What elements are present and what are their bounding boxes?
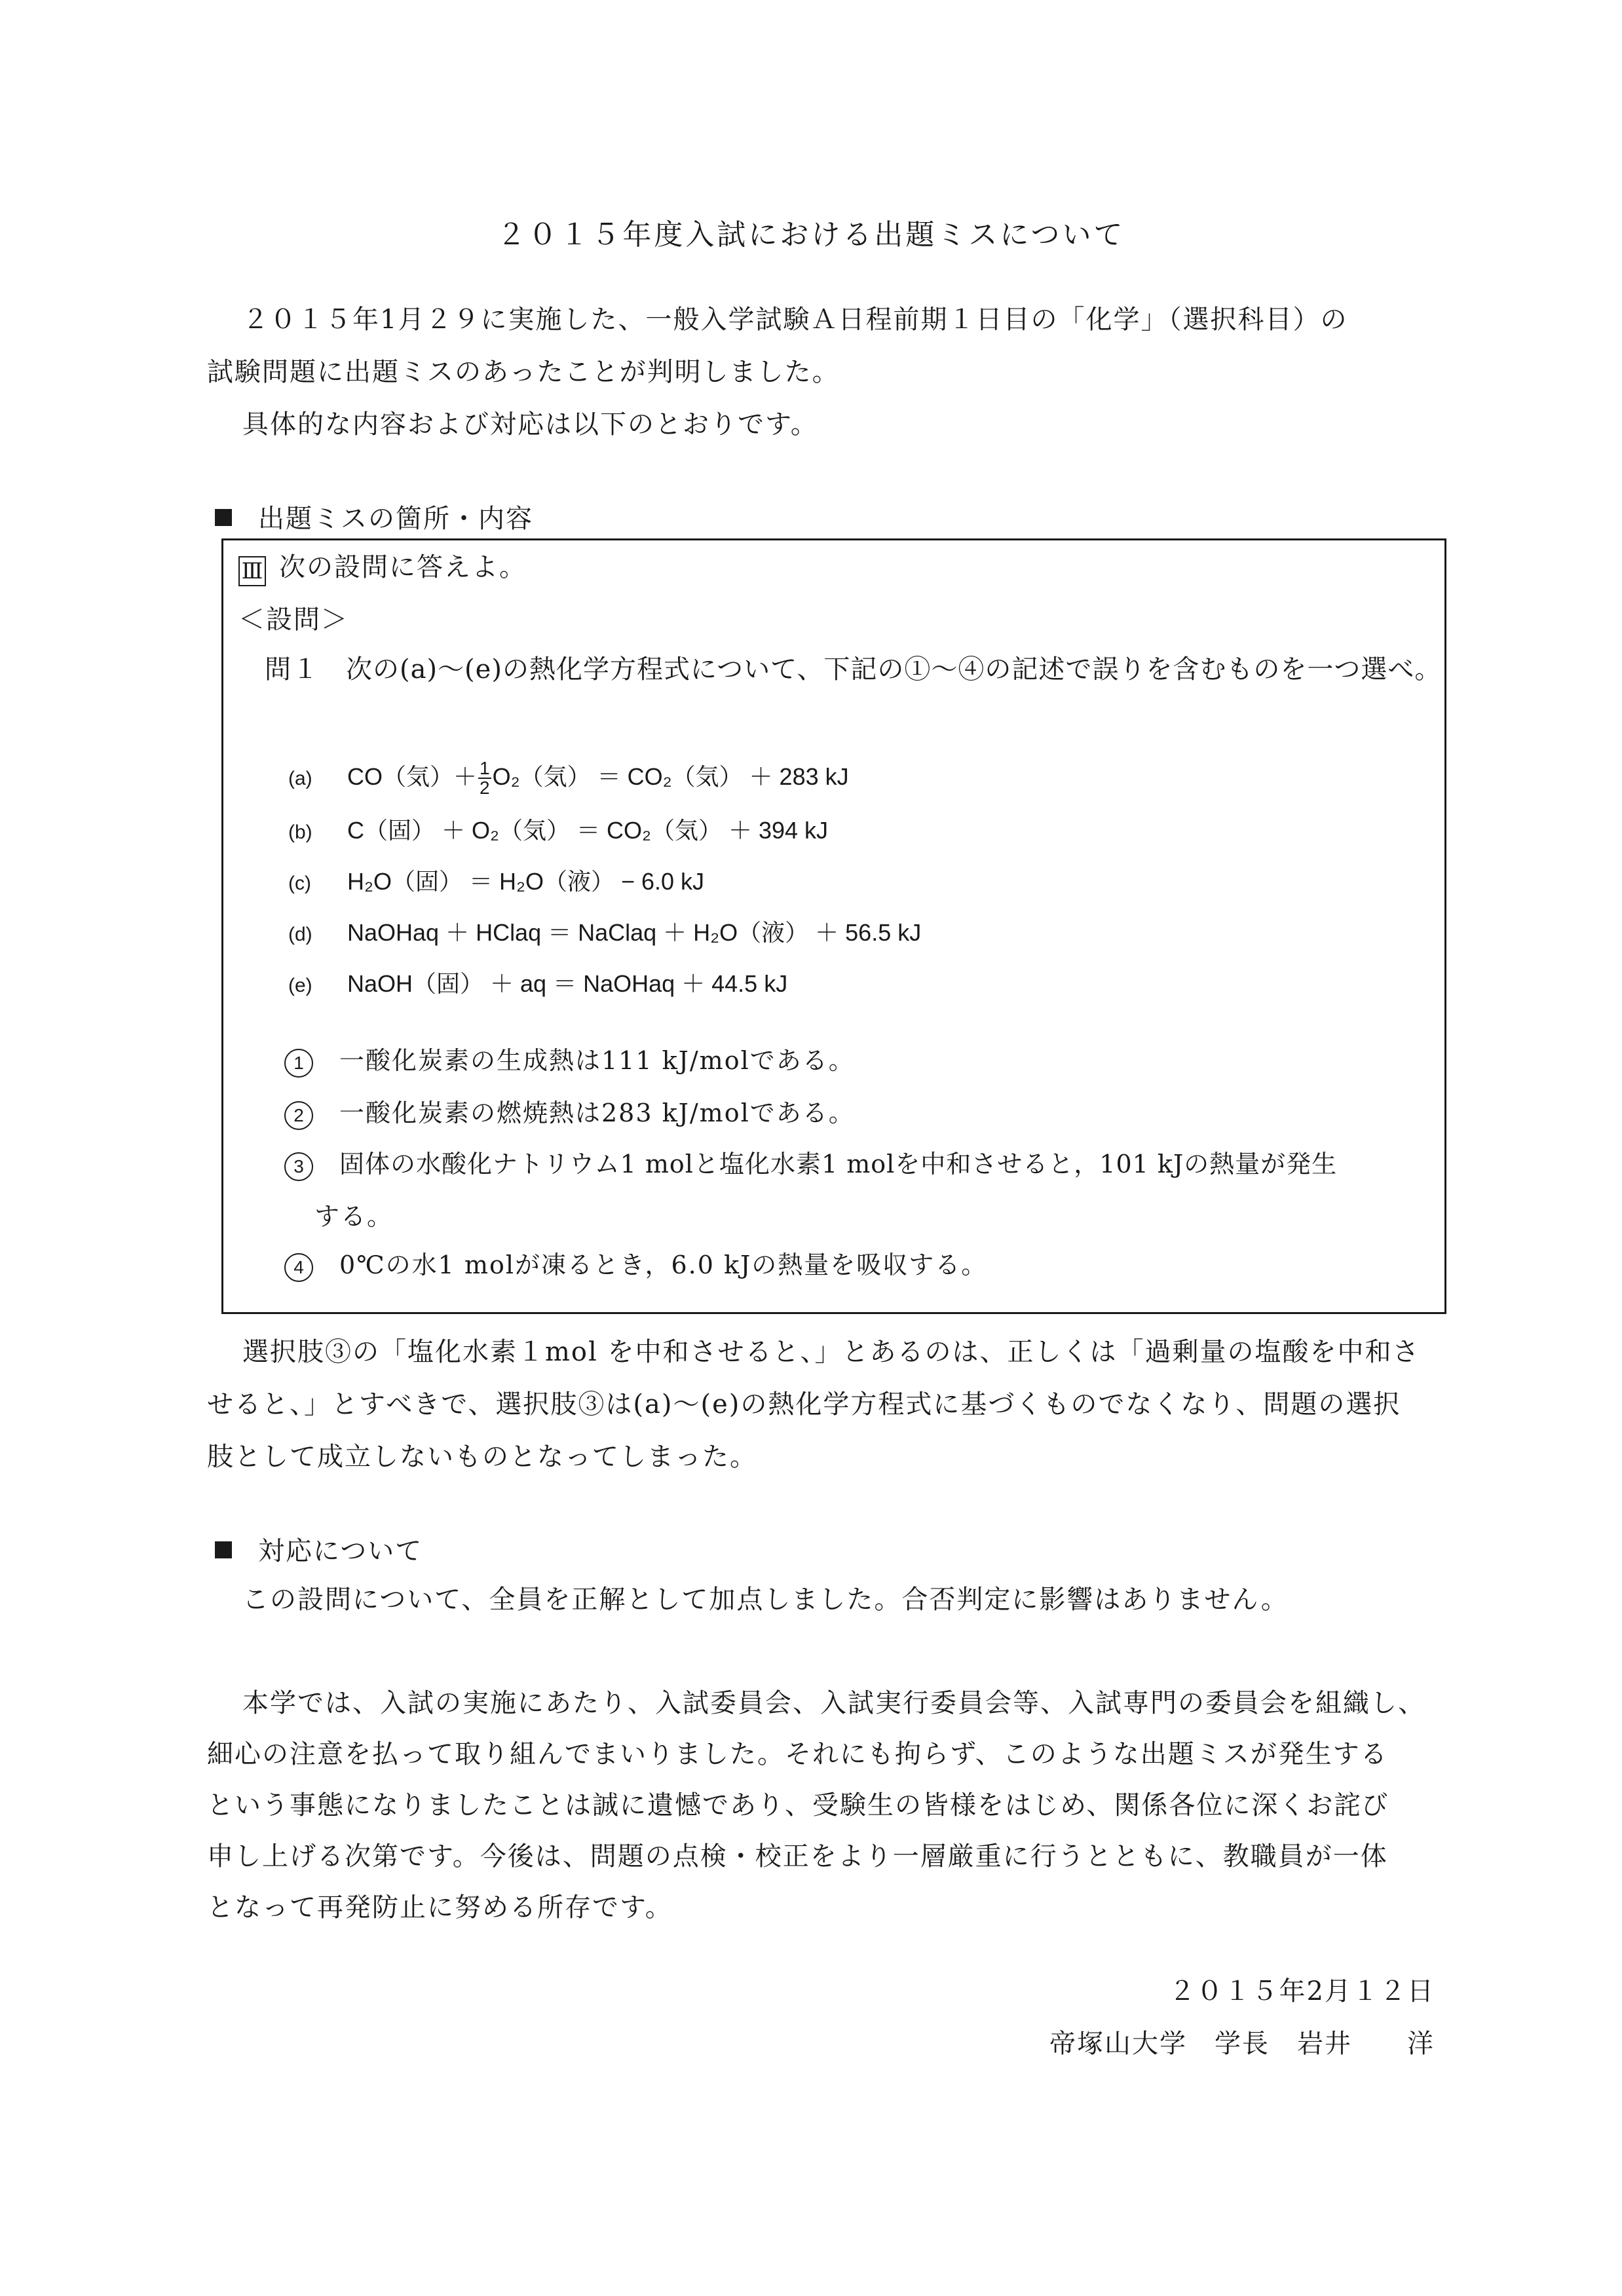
- equation-b-text: C（固） ＋ O₂（気） ＝ CO₂（気） ＋ 394 kJ: [347, 817, 829, 844]
- equation-c-text: H₂O（固） ＝ H₂O（液） − 6.0 kJ: [347, 868, 705, 895]
- equation-e: [288, 966, 787, 999]
- equation-label: (d): [288, 924, 312, 945]
- equation-d-text: NaOHaq ＋ HClaq ＝ NaClaq ＋ H₂O（液） ＋ 56.5 kJ: [347, 919, 922, 946]
- intro-line-3: 具体的な内容および対応は以下のとおりです。: [242, 409, 818, 440]
- choice-text: 一酸化炭素の燃焼熱は283 kJ/molである。: [339, 1099, 855, 1127]
- question-line: [265, 656, 1441, 683]
- square-bullet-icon: [215, 509, 232, 526]
- choice-text: 0℃の水1 molが凍るとき，6.0 kJの熱量を吸収する。: [339, 1251, 988, 1279]
- equation-label: (c): [288, 873, 311, 894]
- intro-line-2: 試験問題に出題ミスのあったことが判明しました。: [207, 357, 840, 387]
- choice-3: [284, 1152, 1337, 1181]
- equation-a: [288, 759, 849, 797]
- choice-4: [284, 1252, 987, 1282]
- response-text: この設問について、全員を正解として加点しました。合否判定に影響はありません。: [242, 1585, 1289, 1615]
- choice-text: 固体の水酸化ナトリウム1 molと塩化水素1 molを中和させると，101 kJの熱量が発生: [339, 1150, 1338, 1178]
- equation-label: (a): [288, 768, 312, 789]
- explanation-line-3: 肢として成立しないものとなってしまった。: [207, 1442, 757, 1472]
- question-text: 次の(a)～(e)の熱化学方程式について、下記の①～④の記述で誤りを含むものを一つ選べ。: [346, 654, 1442, 685]
- square-bullet-icon: [215, 1541, 232, 1558]
- equation-c: [288, 863, 704, 897]
- equation-label: (e): [288, 975, 312, 996]
- choice-text: 一酸化炭素の生成熱は111 kJ/molである。: [339, 1046, 855, 1075]
- equation-a-right: O₂（気） ＝ CO₂（気） ＋ 283 kJ: [492, 763, 849, 790]
- problem-instruction-text: 次の設問に答えよ。: [279, 552, 527, 582]
- fraction-half: [478, 759, 491, 797]
- circled-number: 4: [284, 1253, 313, 1282]
- question-number: 問１: [265, 654, 320, 685]
- explanation-line-1: 選択肢③の「塩化水素１mol を中和させると、」とあるのは、正しくは「過剰量の塩酸を中和さ: [242, 1337, 1420, 1367]
- signature: 帝塚山大学 学長 岩井 洋: [1049, 2029, 1435, 2059]
- choice-2: [284, 1101, 855, 1130]
- circled-number: 2: [284, 1101, 313, 1130]
- page-title: ２０１５年度入試における出題ミスについて: [497, 218, 1125, 252]
- choice-3-continuation: する。: [314, 1202, 394, 1231]
- circled-number: 3: [284, 1152, 313, 1181]
- equation-b: [288, 812, 828, 846]
- closing-line-1: 本学では、入試の実施にあたり、入試委員会、入試実行委員会等、入試専門の委員会を組織し、: [242, 1688, 1425, 1718]
- closing-line-5: となって再発防止に努める所存です。: [207, 1892, 673, 1923]
- choice-1: [284, 1048, 855, 1078]
- fraction-denominator: 2: [480, 778, 490, 799]
- circled-number: 1: [284, 1049, 313, 1078]
- section-heading-error: [215, 506, 533, 532]
- closing-line-2: 細心の注意を払って取り組んでまいりました。それにも拘らず、このような出題ミスが発生する: [207, 1739, 1388, 1769]
- roman-numeral-box: Ⅲ: [238, 556, 266, 586]
- section-heading-response: [215, 1538, 423, 1564]
- problem-instruction: [238, 554, 527, 586]
- intro-line-1: ２０１５年1月２９に実施した、一般入学試験Ａ日程前期１日目の「化学」（選択科目）の: [242, 305, 1348, 335]
- section-heading-response-text: 対応について: [258, 1536, 423, 1566]
- section-heading-error-text: 出題ミスの箇所・内容: [258, 504, 533, 534]
- explanation-line-2: せると、」とすべきで、選択肢③は(a)～(e)の熱化学方程式に基づくものでなくなり、問題の選択: [207, 1389, 1401, 1420]
- closing-line-3: という事態になりましたことは誠に遺憾であり、受験生の皆様をはじめ、関係各位に深くお詫び: [207, 1790, 1389, 1820]
- equation-a-left: CO（気）＋: [347, 763, 478, 790]
- equation-d: [288, 914, 921, 948]
- document-date: ２０１５年2月１２日: [1169, 1976, 1435, 2006]
- fraction-numerator: 1: [480, 758, 490, 779]
- setsumon-label: ＜設問＞: [238, 605, 349, 635]
- equation-label: (b): [288, 821, 312, 843]
- closing-line-4: 申し上げる次第です。今後は、問題の点検・校正をより一層厳重に行うとともに、教職員が一体: [207, 1841, 1388, 1872]
- equation-e-text: NaOH（固） ＋ aq ＝ NaOHaq ＋ 44.5 kJ: [347, 970, 788, 997]
